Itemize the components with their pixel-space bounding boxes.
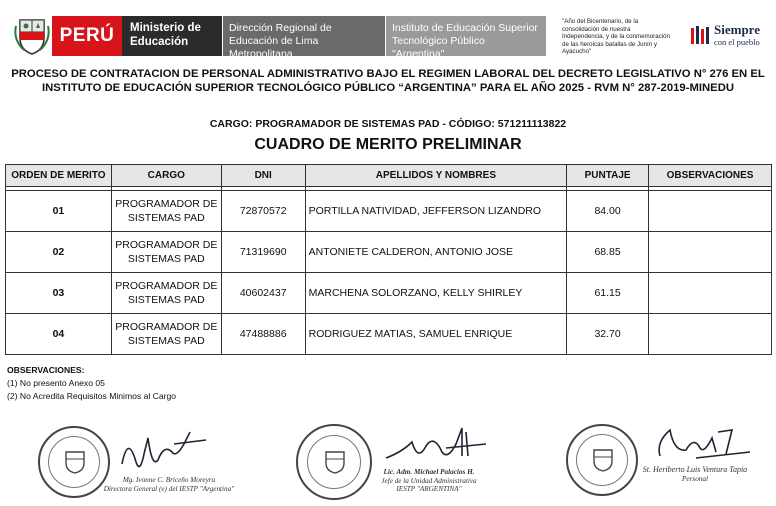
cell-cargo: PROGRAMADOR DE SISTEMAS PAD — [111, 191, 221, 232]
cell-obs — [649, 191, 772, 232]
signature-block-director — [30, 418, 260, 506]
cell-dni: 40602437 — [221, 273, 305, 314]
document-title: PROCESO DE CONTRATACION DE PERSONAL ADMINISTRATIVO BAJO EL REGIMEN LABORAL DEL DECRETO LEGISLATIVO N° 276 EN EL INSTITUTO DE EDUCACIÓN SUPERIOR TECNOLÓGICO PÚBLICO “ARGENTINA” PARA EL AÑO 2025 - RVM N° 287-2019-MINEDU — [11, 68, 765, 94]
bicentenary-text: "Año del Bicentenario, de la consolidación de nuestra Independencia, y de la conmemoración de las heroicas batallas de Junín y Ayacucho" — [562, 18, 671, 56]
cell-puntaje: 68.85 — [567, 232, 649, 273]
cell-dni: 71319690 — [221, 232, 305, 273]
peru-brand — [52, 16, 122, 56]
handwritten-signature-icon — [382, 422, 492, 472]
cell-cargo: PROGRAMADOR DE SISTEMAS PAD — [111, 314, 221, 355]
observations-title: OBSERVACIONES: — [7, 365, 85, 375]
cell-orden: 02 — [6, 232, 112, 273]
cell-obs — [649, 232, 772, 273]
table-row — [6, 232, 772, 273]
observation-item: (1) No presento Anexo 05 — [7, 378, 105, 388]
cell-obs — [649, 314, 772, 355]
cell-orden: 04 — [6, 314, 112, 355]
cell-orden: 01 — [6, 191, 112, 232]
header-banner — [0, 0, 776, 66]
seal-shield-icon — [592, 448, 614, 472]
seal-shield-icon — [64, 450, 86, 474]
cell-obs — [649, 273, 772, 314]
institute-label: Instituto de Educación Superior Tecnológico Público "Argentina" — [386, 16, 546, 56]
coat-of-arms-icon — [14, 16, 50, 56]
observations-block — [7, 364, 176, 403]
table-row — [6, 191, 772, 232]
cell-puntaje: 61.15 — [567, 273, 649, 314]
handwritten-signature-icon — [646, 422, 756, 466]
merit-table — [5, 164, 772, 355]
signature-role: Directora General (e) del IESTP "Argentina" — [103, 484, 235, 493]
cargo-line: CARGO: PROGRAMADOR DE SISTEMAS PAD - CÓDIGO: 571211113822 — [209, 118, 567, 130]
cell-puntaje: 32.70 — [567, 314, 649, 355]
signature-name: Lic. Adm. Michael Palacios H. — [383, 468, 475, 476]
siempre-logo — [690, 18, 776, 54]
seal-shield-icon — [324, 450, 346, 474]
table-row — [6, 314, 772, 355]
header-dni: DNI — [221, 165, 305, 187]
cell-nombre: ANTONIETE CALDERON, ANTONIO JOSE — [305, 232, 567, 273]
header-cargo: CARGO — [111, 165, 221, 187]
ministry-label: Ministerio de Educación — [122, 16, 222, 56]
signature-name: St. Heriberto Luis Ventura Tapia — [642, 465, 748, 474]
header-puntaje: PUNTAJE — [567, 165, 649, 187]
cell-dni: 47488886 — [221, 314, 305, 355]
table-title: CUADRO DE MERITO PRELIMINAR — [254, 136, 522, 153]
cell-nombre: RODRIGUEZ MATIAS, SAMUEL ENRIQUE — [305, 314, 567, 355]
table-header-row — [6, 165, 772, 187]
signature-caption — [620, 466, 770, 483]
regional-direction-label: Dirección Regional de Educación de Lima Metropolitana — [223, 16, 385, 56]
cell-dni: 72870572 — [221, 191, 305, 232]
observation-item: (2) No Acredita Requisitos Minimos al Cargo — [7, 391, 177, 401]
slogan-top: Siempre — [714, 22, 760, 37]
signature-name: Mg. Ivonne C. Briceño Moreyra — [122, 476, 216, 484]
header-observaciones: OBSERVACIONES — [649, 165, 772, 187]
cell-cargo: PROGRAMADOR DE SISTEMAS PAD — [111, 273, 221, 314]
signature-role: Jefe de la Unidad Administrativa — [381, 476, 477, 485]
cell-puntaje: 84.00 — [567, 191, 649, 232]
cell-nombre: MARCHENA SOLORZANO, KELLY SHIRLEY — [305, 273, 567, 314]
header-nombres: APELLIDOS Y NOMBRES — [305, 165, 567, 187]
cell-nombre: PORTILLA NATIVIDAD, JEFFERSON LIZANDRO — [305, 191, 567, 232]
official-seal-icon — [566, 424, 638, 496]
signature-caption — [94, 476, 244, 493]
signature-role: Personal — [682, 474, 708, 483]
header-orden: ORDEN DE MERITO — [6, 165, 112, 187]
country-label: PERÚ — [59, 25, 115, 46]
signature-block-personal — [560, 418, 770, 506]
handwritten-signature-icon — [114, 424, 214, 480]
table-row — [6, 273, 772, 314]
cell-orden: 03 — [6, 273, 112, 314]
slogan-bottom: con el pueblo — [714, 37, 760, 47]
signature-block-administration — [290, 418, 520, 506]
cell-cargo: PROGRAMADOR DE SISTEMAS PAD — [111, 232, 221, 273]
signature-caption — [354, 468, 504, 494]
signature-institution: IESTP "ARGENTINA" — [396, 485, 462, 494]
siempre-bars-icon — [690, 24, 712, 46]
